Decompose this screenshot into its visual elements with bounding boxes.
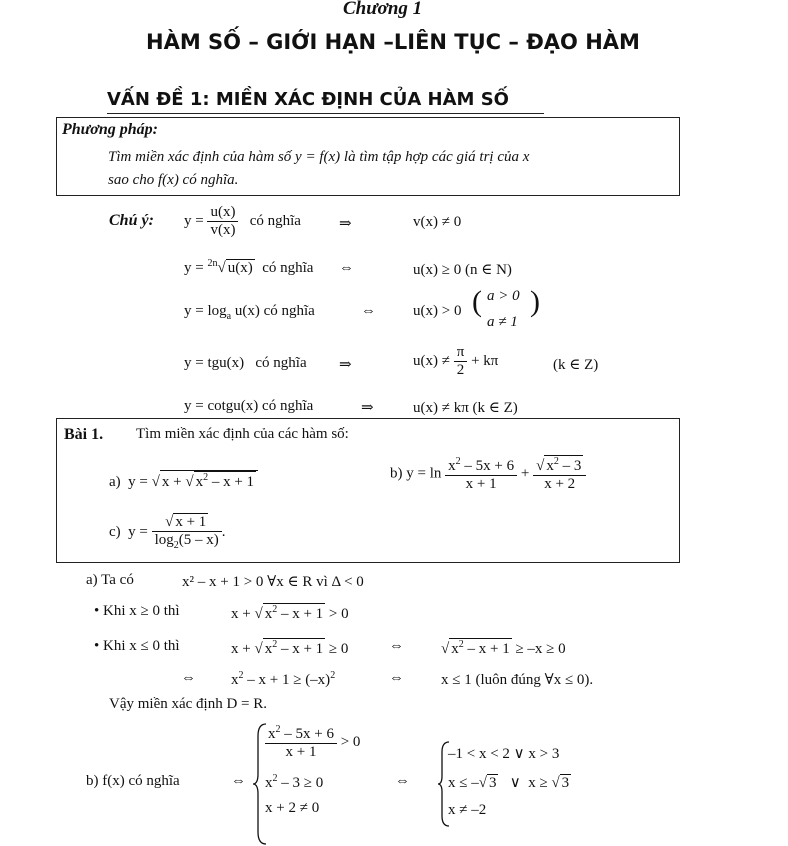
solution-b-intro: b) f(x) có nghĩa	[86, 773, 180, 789]
solution-b-cond-2: $x^2 - 3 \ge 0$	[265, 773, 324, 791]
note-rule-2-arrow: ⇔	[339, 260, 354, 276]
method-label: Phương pháp:	[62, 121, 158, 138]
solution-case-2-expr: x + √ $x^2 - x + 1 \ge 0$	[231, 638, 348, 658]
note-rule-4-cond: u(x) ≠ $\frac{\pi}{2}$ + kπ	[413, 344, 499, 379]
solution-case-2-arrow: ⇔	[389, 638, 404, 654]
chapter-title: HÀM SỐ – GIỚI HẠN –LIÊN TỤC – ĐẠO HÀM	[146, 30, 640, 54]
note-rule-4: y = tgu(x) có nghĩa	[184, 355, 307, 371]
method-line-1: Tìm miền xác định của hàm số y = f(x) là tìm tập hợp các giá trị của x	[108, 149, 530, 165]
exercise-b: b) y = ln $\frac{x^2 - 5x + 6}{x + 1}$ + √ $\frac{x^2 - 3}{x + 2}$	[390, 455, 586, 494]
section-underline	[107, 113, 544, 114]
note-rule-4-k: (k ∈ Z)	[553, 357, 599, 373]
note-rule-3-a1: a > 0	[487, 288, 520, 304]
note-rule-1-cond: v(x) ≠ 0	[413, 214, 462, 230]
note-rule-3-a2: a ≠ 1	[487, 314, 518, 330]
note-rule-4-arrow: ⇒	[339, 357, 352, 373]
note-rule-5: y = cotgu(x) có nghĩa	[184, 398, 314, 414]
note-rule-1: y = $\frac{u(x)}{v(x)}$ có nghĩa	[184, 204, 301, 239]
solution-case-1: • Khi x ≥ 0 thì	[94, 603, 180, 619]
has-meaning: có nghĩa	[249, 213, 301, 230]
note-rule-5-cond: u(x) ≠ kπ (k ∈ Z)	[413, 400, 518, 416]
solution-b-arrow-2: ⇔	[395, 773, 410, 789]
solution-conclusion: x ≤ 1 (luôn đúng ∀x ≤ 0).	[441, 672, 594, 688]
exercise-a: a) y = √ x + √ $x^2 - x + 1$	[109, 470, 258, 491]
exercise-label: Bài 1.	[64, 426, 104, 443]
solution-case-2: • Khi x ≤ 0 thì	[94, 638, 180, 654]
solution-a-line-1: x² – x + 1 > 0 ∀x ∈ R vì Δ < 0	[182, 574, 364, 590]
solution-case-1-expr: x + √ $x^2 - x + 1 > 0$	[231, 603, 349, 623]
exercise-c: c) y = √ $\frac{x + 1}{\log_2(5 - x)}$ .	[109, 513, 226, 552]
method-line-2: sao cho f(x) có nghĩa.	[108, 172, 239, 188]
has-meaning: có nghĩa	[263, 303, 315, 319]
solution-b-cond-3: x + 2 ≠ 0	[265, 800, 320, 816]
solution-a-intro: a) Ta có	[86, 572, 134, 588]
solution-b-arrow: ⇔	[231, 773, 246, 789]
has-meaning: có nghĩa	[262, 260, 314, 276]
paren-left: (	[472, 285, 482, 318]
solution-b-result-3: x ≠ –2	[448, 802, 487, 818]
has-meaning: có nghĩa	[262, 398, 314, 414]
note-rule-3-cond: u(x) > 0	[413, 303, 462, 319]
note-rule-1-arrow: ⇒	[339, 216, 352, 232]
solution-step-arrow-2: ⇔	[389, 670, 404, 686]
note-rule-2: y = $^{2n}$√ u(x) có nghĩa	[184, 258, 313, 277]
solution-b-cond-1: $\frac{x^2 - 5x + 6}{x + 1}$ > 0	[265, 724, 360, 762]
note-rule-5-arrow: ⇒	[361, 400, 374, 416]
solution-case-2-rhs: √ $x^2 - x + 1 \ge -x \ge 0$	[441, 638, 566, 658]
solution-b-result-1: –1 < x < 2 ∨ x > 3	[448, 746, 560, 762]
solution-step-arrow: ⇔	[181, 670, 196, 686]
paren-right: )	[530, 285, 540, 318]
solution-step-expr: $x^2 - x + 1 \ge (-x)^2$	[231, 670, 336, 688]
solution-b-result-2: x ≤ –√ 3 ∨ x ≥ √ 3	[448, 773, 571, 792]
exercise-prompt: Tìm miền xác định của các hàm số:	[136, 426, 349, 442]
note-rule-3: $y = \log_a u(x)$ có nghĩa	[184, 303, 315, 322]
note-rule-3-arrow: ⇔	[361, 303, 376, 319]
note-label: Chú ý:	[109, 212, 154, 229]
note-rule-2-cond: u(x) ≥ 0 (n ∈ N)	[413, 262, 512, 278]
section-title: VẤN ĐỀ 1: MIỀN XÁC ĐỊNH CỦA HÀM SỐ	[107, 89, 509, 110]
chapter-label: Chương 1	[343, 0, 423, 19]
solution-domain: Vậy miền xác định D = R.	[109, 696, 268, 712]
has-meaning: có nghĩa	[255, 355, 307, 371]
